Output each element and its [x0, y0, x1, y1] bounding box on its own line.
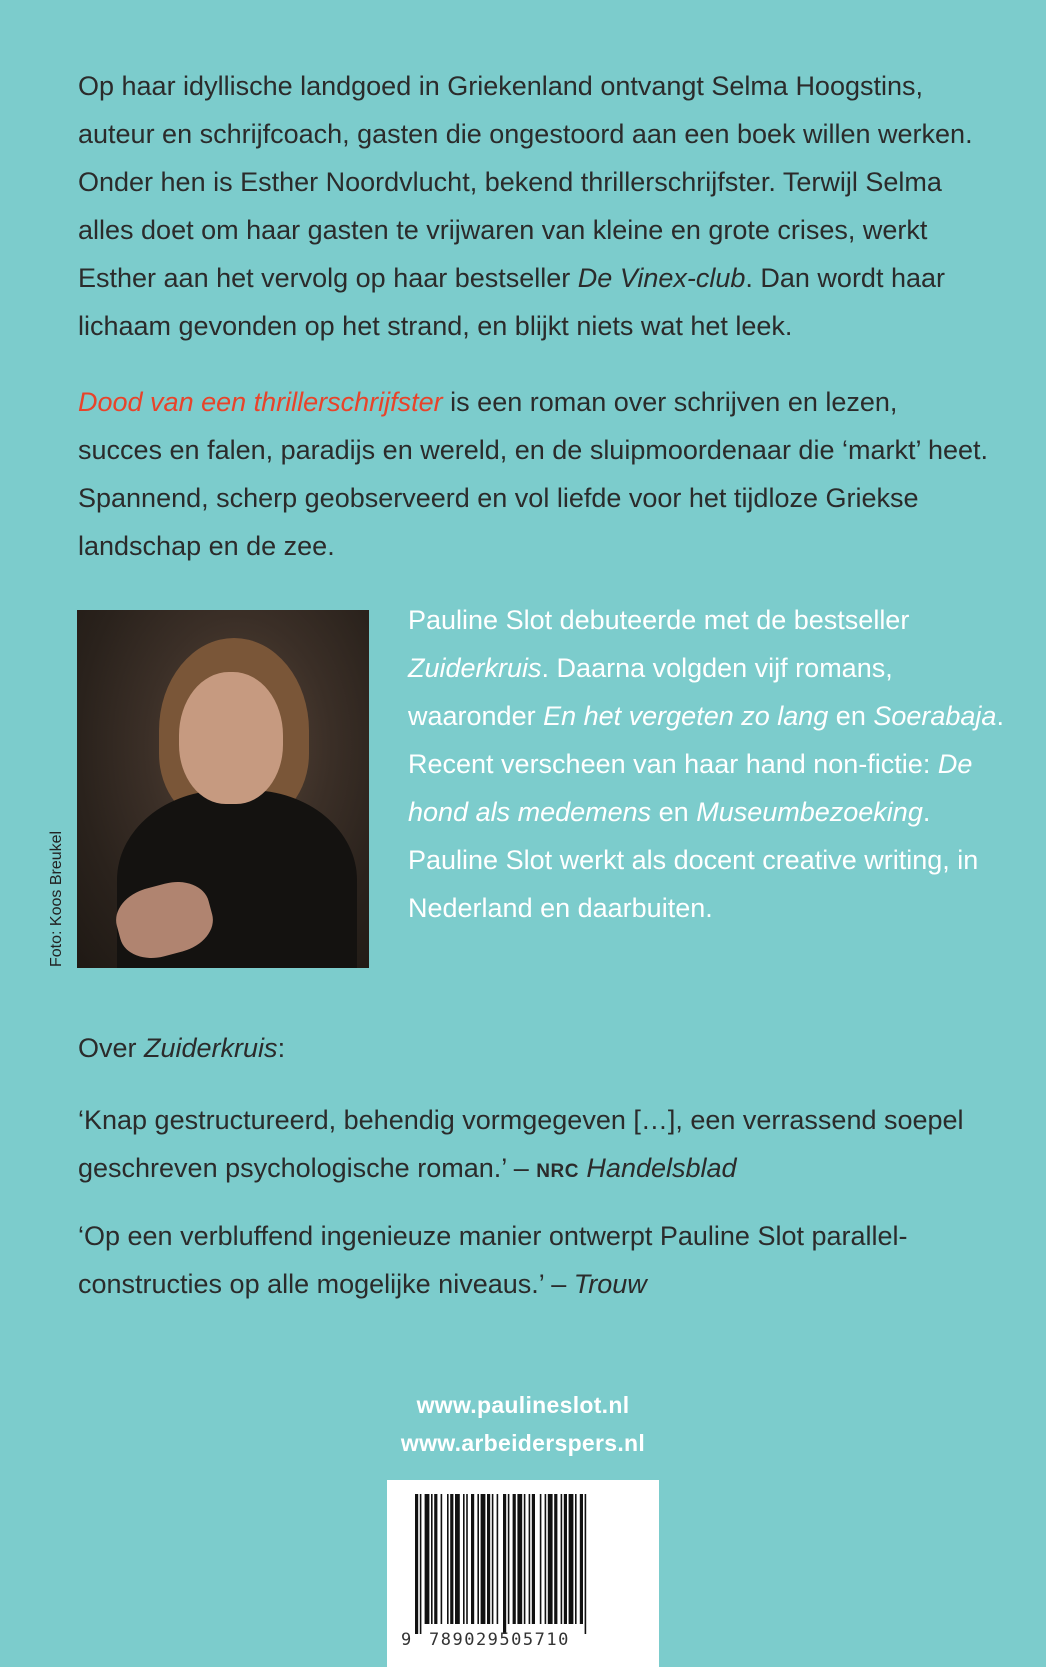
- bio-text: . Pauline Slot werkt als docent creative writing, in Nederland en daarbuiten.: [408, 797, 979, 923]
- bio-text: en: [651, 797, 697, 827]
- author-bio: [408, 596, 1008, 932]
- barcode-digits: 789029505710: [429, 1630, 570, 1650]
- review-quote-text: ‘Knap gestructureerd, behendig vormgegeven […], een verrassend soepel geschreven psychologische roman.’ –: [78, 1105, 964, 1183]
- bio-text: . Recent verscheen van haar hand non-fictie:: [408, 701, 1004, 779]
- website-publisher[interactable]: www.arbeiderspers.nl: [400, 1430, 646, 1456]
- bio-text: en: [828, 701, 874, 731]
- book-title-vinex-club: De Vinex-club: [577, 263, 746, 293]
- website-author[interactable]: www.paulineslot.nl: [416, 1392, 630, 1418]
- review-quote-1: [78, 1096, 988, 1196]
- reviews-heading-colon: :: [277, 1033, 286, 1063]
- review-source-handelsblad: Handelsblad: [578, 1153, 737, 1183]
- review-quote-text: ‘Op een verbluffend ingenieuze manier ontwerpt Pauline Slot parallel-constructies op alle mogelijke niveaus.’ –: [78, 1221, 908, 1299]
- author-photo: [77, 610, 369, 968]
- blurb-text-1a: Op haar idyllische landgoed in Griekenland ontvangt Selma Hoogstins, auteur en schrijfcoach, gasten die ongestoord aan een boek willen werken. Onder hen is Esther Noordvlucht, bekend thrillerschrijfster. Terwijl Selma alles doet om haar gasten te vrijwaren van kleine en grote crises, werkt Esther aan het vervolg op haar bestseller: [78, 71, 973, 293]
- blurb-text-2b: is een roman over schrijven en lezen, succes en falen, paradijs en wereld, en de sluipmoordenaar die ‘markt’ heet. Spannend, scherp geobserveerd en vol liefde voor het tijdloze Griekse landschap en de zee.: [78, 387, 989, 561]
- bio-text: . Daarna volgden vijf romans, waaronder: [408, 653, 893, 731]
- review-quote-2: [78, 1212, 988, 1308]
- reviews-heading-label: Over: [78, 1033, 145, 1063]
- photo-credit: Foto: Koos Breukel: [48, 830, 65, 967]
- reviews-heading: [78, 1024, 988, 1072]
- bio-title-zuiderkruis: Zuiderkruis: [408, 653, 542, 683]
- barcode-bars: [397, 1494, 649, 1644]
- book-title-highlight: Dood van een thrillerschrijfster: [78, 387, 443, 417]
- reviews-heading-title: Zuiderkruis: [144, 1033, 278, 1063]
- review-source-nrc: NRC: [536, 1161, 579, 1182]
- bio-title-soerabaja: Soerabaja: [873, 701, 997, 731]
- bio-title-museumbezoeking: Museumbezoeking: [696, 797, 923, 827]
- bio-title-vergeten: En het vergeten zo lang: [543, 701, 829, 731]
- barcode: [387, 1480, 659, 1667]
- review-source-trouw: Trouw: [573, 1269, 647, 1299]
- blurb-paragraph-2: [78, 378, 988, 570]
- bio-text: Pauline Slot debuteerde met de bestseller: [408, 605, 910, 635]
- blurb-text-1b: . Dan wordt haar lichaam gevonden op het strand, en blijkt niets wat het leek.: [78, 263, 945, 341]
- blurb-paragraph-1: [78, 62, 988, 350]
- bio-title-hond: De hond als medemens: [408, 749, 973, 827]
- barcode-first-digit: 9: [401, 1630, 412, 1650]
